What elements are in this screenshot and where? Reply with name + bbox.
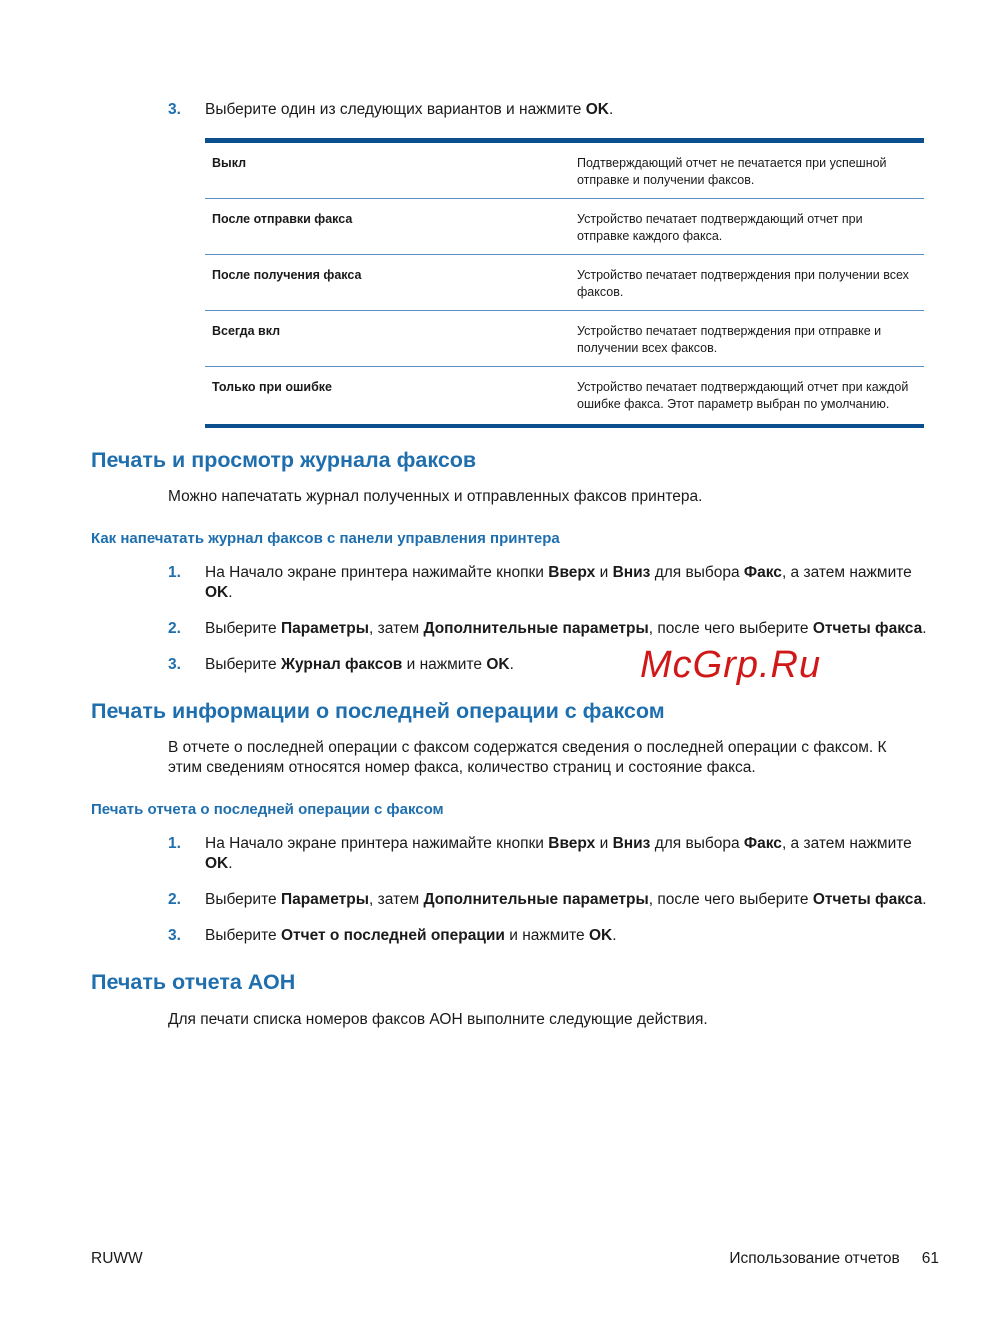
ui-term: Параметры <box>280 620 369 637</box>
step-with-watermark <box>0 644 1000 686</box>
table-row <box>205 199 924 255</box>
text-segment: , затем <box>368 891 424 908</box>
watermark: McGrp.Ru <box>640 644 822 686</box>
ui-term: Отчеты факса <box>812 620 923 637</box>
text-segment: . <box>509 656 514 673</box>
text-segment: Выберите один из следующих вариантов и нажмите <box>205 101 586 118</box>
text-segment: . <box>228 584 233 601</box>
step-text <box>205 563 928 603</box>
section-intro-fax-log: Можно напечатать журнал полученных и отправленных факсов принтера. <box>168 488 703 505</box>
step <box>168 619 928 639</box>
step-text <box>205 619 928 639</box>
step-number: 1. <box>168 564 181 581</box>
confirmation-options-table <box>205 138 924 428</box>
ui-term: OK <box>585 101 609 118</box>
text-segment: Выберите <box>205 656 281 673</box>
step-select-option <box>168 100 928 120</box>
text-segment: и <box>595 835 613 852</box>
step <box>168 834 928 874</box>
step-number: 2. <box>168 620 181 637</box>
text-segment: , после чего выберите <box>648 620 813 637</box>
table-row <box>205 255 924 311</box>
ui-term: Параметры <box>280 891 369 908</box>
step-number: 3. <box>168 927 181 944</box>
option-name: Выкл <box>205 141 570 199</box>
option-name: Только при ошибке <box>205 367 570 427</box>
ui-term: OK <box>588 927 613 944</box>
option-description: Подтверждающий отчет не печатается при успешной отправке и получении факсов. <box>570 141 924 199</box>
page-number: 61 <box>921 1250 939 1267</box>
ui-term: Факс <box>743 564 782 581</box>
option-name: После отправки факса <box>205 199 570 255</box>
ui-term: Дополнительные параметры <box>423 620 649 637</box>
ui-term: Вверх <box>548 835 596 852</box>
option-name: Всегда вкл <box>205 311 570 367</box>
ui-term: Журнал факсов <box>280 656 403 673</box>
subsection-title-last-operation: Печать отчета о последней операции с факсом <box>91 801 444 818</box>
text-segment: . <box>612 927 617 944</box>
text-segment: для выбора <box>650 564 744 581</box>
option-description: Устройство печатает подтверждающий отчет при отправке каждого факса. <box>570 199 924 255</box>
text-segment: На Начало экране принтера нажимайте кнопки <box>205 835 549 852</box>
section-title-fax-log: Печать и просмотр журнала факсов <box>91 448 477 472</box>
step <box>168 563 928 603</box>
step <box>168 890 928 910</box>
section-title-last-operation: Печать информации о последней операции с факсом <box>91 699 665 723</box>
table-row <box>205 141 924 199</box>
ui-term: Отчет о последней операции <box>280 927 505 944</box>
text-segment: . <box>922 620 927 637</box>
ui-term: OK <box>205 855 229 872</box>
ui-term: Факс <box>743 835 782 852</box>
table-row <box>205 367 924 427</box>
text-segment: . <box>228 855 233 872</box>
step-text <box>205 926 928 946</box>
footer <box>91 1249 939 1269</box>
section-intro-caller-id: Для печати списка номеров факсов АОН выполните следующие действия. <box>168 1011 708 1028</box>
text-segment: и <box>595 564 613 581</box>
text-segment: , после чего выберите <box>648 891 813 908</box>
option-description: Устройство печатает подтверждения при получении всех факсов. <box>570 255 924 311</box>
subsection-title-fax-log: Как напечатать журнал факсов с панели управления принтера <box>91 530 560 547</box>
step-text <box>205 834 928 874</box>
text-segment: Выберите <box>205 891 281 908</box>
step-number: 3. <box>168 656 181 673</box>
table-row <box>205 311 924 367</box>
text-segment: . <box>608 101 614 118</box>
option-description: Устройство печатает подтверждения при отправке и получении всех факсов. <box>570 311 924 367</box>
option-description: Устройство печатает подтверждающий отчет при каждой ошибке факса. Этот параметр выбран по умолчанию. <box>570 367 924 427</box>
text-segment: и нажмите <box>402 656 487 673</box>
text-segment: и нажмите <box>504 927 589 944</box>
text-segment: , затем <box>368 620 424 637</box>
footer-left: RUWW <box>91 1250 143 1267</box>
text-segment: , а затем нажмите <box>781 835 912 852</box>
footer-section: Использование отчетов <box>729 1250 900 1267</box>
ui-term: OK <box>205 584 229 601</box>
text-segment: Выберите <box>205 620 281 637</box>
option-name: После получения факса <box>205 255 570 311</box>
ui-term: OK <box>486 656 510 673</box>
ui-term: Вверх <box>548 564 596 581</box>
step-number: 3. <box>168 101 181 118</box>
step-text <box>205 890 928 910</box>
text-segment: . <box>922 891 927 908</box>
text-segment: для выбора <box>650 835 744 852</box>
section-intro-last-operation: В отчете о последней операции с факсом содержатся сведения о последней операции с факсом. К этим сведениям относятся номер факса, количество страниц и состояние факса. <box>168 739 887 776</box>
text-segment: Выберите <box>205 927 281 944</box>
step-number: 1. <box>168 835 181 852</box>
page-content <box>0 100 1000 1030</box>
text-segment: На Начало экране принтера нажимайте кнопки <box>205 564 549 581</box>
step-number: 2. <box>168 891 181 908</box>
section-title-caller-id: Печать отчета АОН <box>91 970 296 994</box>
step-text <box>205 100 928 120</box>
text-segment: , а затем нажмите <box>781 564 912 581</box>
ui-term: Вниз <box>612 564 651 581</box>
ui-term: Вниз <box>612 835 651 852</box>
step <box>168 926 928 946</box>
ui-term: Отчеты факса <box>812 891 923 908</box>
ui-term: Дополнительные параметры <box>423 891 649 908</box>
